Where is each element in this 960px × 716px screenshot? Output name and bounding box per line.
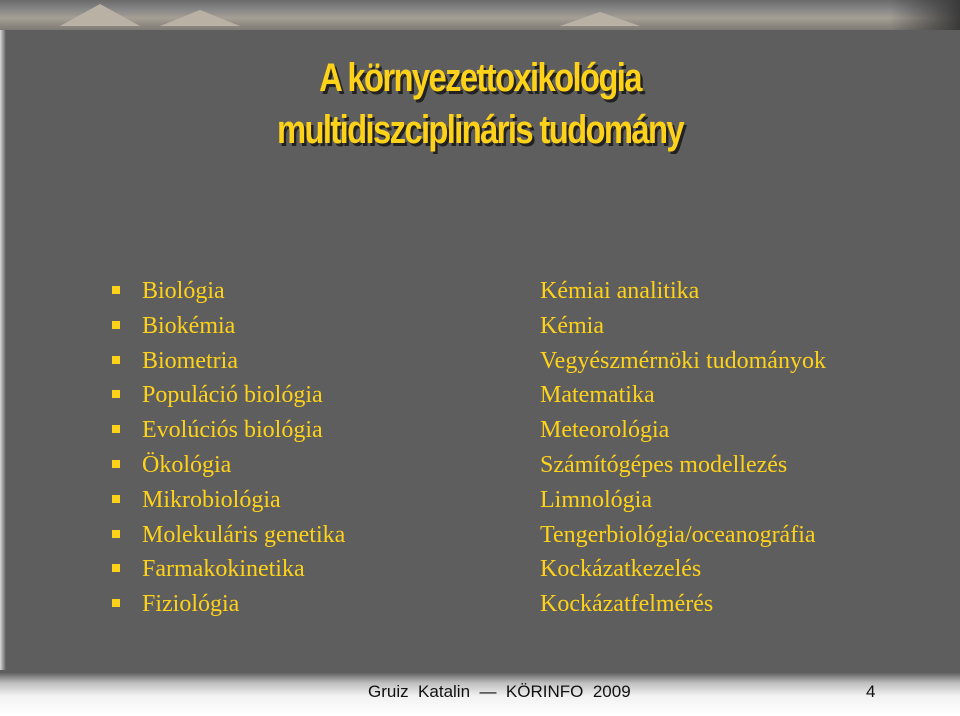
square-bullet-icon xyxy=(112,425,120,433)
list-item: Kockázatfelmérés xyxy=(540,591,714,618)
square-bullet-icon xyxy=(112,495,120,503)
slide-title-line1: A környezettoxikológia xyxy=(319,56,641,100)
square-bullet-icon xyxy=(112,321,120,329)
slide-title-line2: multidiszciplináris tudomány xyxy=(276,108,684,152)
header-landscape-strip xyxy=(0,0,960,30)
list-item: Meteorológia xyxy=(540,417,670,444)
list-item: Kémiai analitika xyxy=(540,278,700,304)
list-item: Vegyészmérnöki tudományok xyxy=(540,347,826,374)
footer-text: Gruiz Katalin — KÖRINFO 2009 xyxy=(368,682,631,701)
list-item: Biológia xyxy=(112,274,345,309)
square-bullet-icon xyxy=(112,356,120,364)
list-item: Mikrobiológia xyxy=(112,483,345,518)
list-item: Farmakokinetika xyxy=(112,552,345,587)
list-item: Fiziológia xyxy=(112,587,345,622)
list-item: Kémia xyxy=(540,312,604,339)
mountain-decoration xyxy=(160,10,240,26)
slide-title xyxy=(86,52,873,156)
square-bullet-icon xyxy=(112,530,120,538)
list-item: Limnológia xyxy=(540,486,652,513)
list-item: Ökológia xyxy=(112,448,345,483)
square-bullet-icon xyxy=(112,460,120,468)
list-item: Molekuláris genetika xyxy=(112,518,345,553)
header-shade xyxy=(890,0,960,30)
mountain-decoration xyxy=(60,4,140,26)
square-bullet-icon xyxy=(112,564,120,572)
square-bullet-icon xyxy=(112,286,120,294)
square-bullet-icon xyxy=(112,390,120,398)
list-item: Biometria xyxy=(112,344,345,379)
right-discipline-list xyxy=(540,274,826,622)
list-item: Populáció biológia xyxy=(112,378,345,413)
list-item: Tengerbiológia/oceanográfia xyxy=(540,521,816,548)
list-item: Evolúciós biológia xyxy=(112,413,345,448)
mountain-decoration xyxy=(560,12,640,26)
list-item: Matematika xyxy=(540,382,655,409)
list-item: Biokémia xyxy=(112,309,345,344)
page-number: 4 xyxy=(866,682,876,701)
left-edge-highlight xyxy=(0,30,6,670)
list-item: Kockázatkezelés xyxy=(540,556,702,583)
list-item: Számítógépes modellezés xyxy=(540,451,788,478)
square-bullet-icon xyxy=(112,599,120,607)
left-discipline-list xyxy=(112,274,345,622)
